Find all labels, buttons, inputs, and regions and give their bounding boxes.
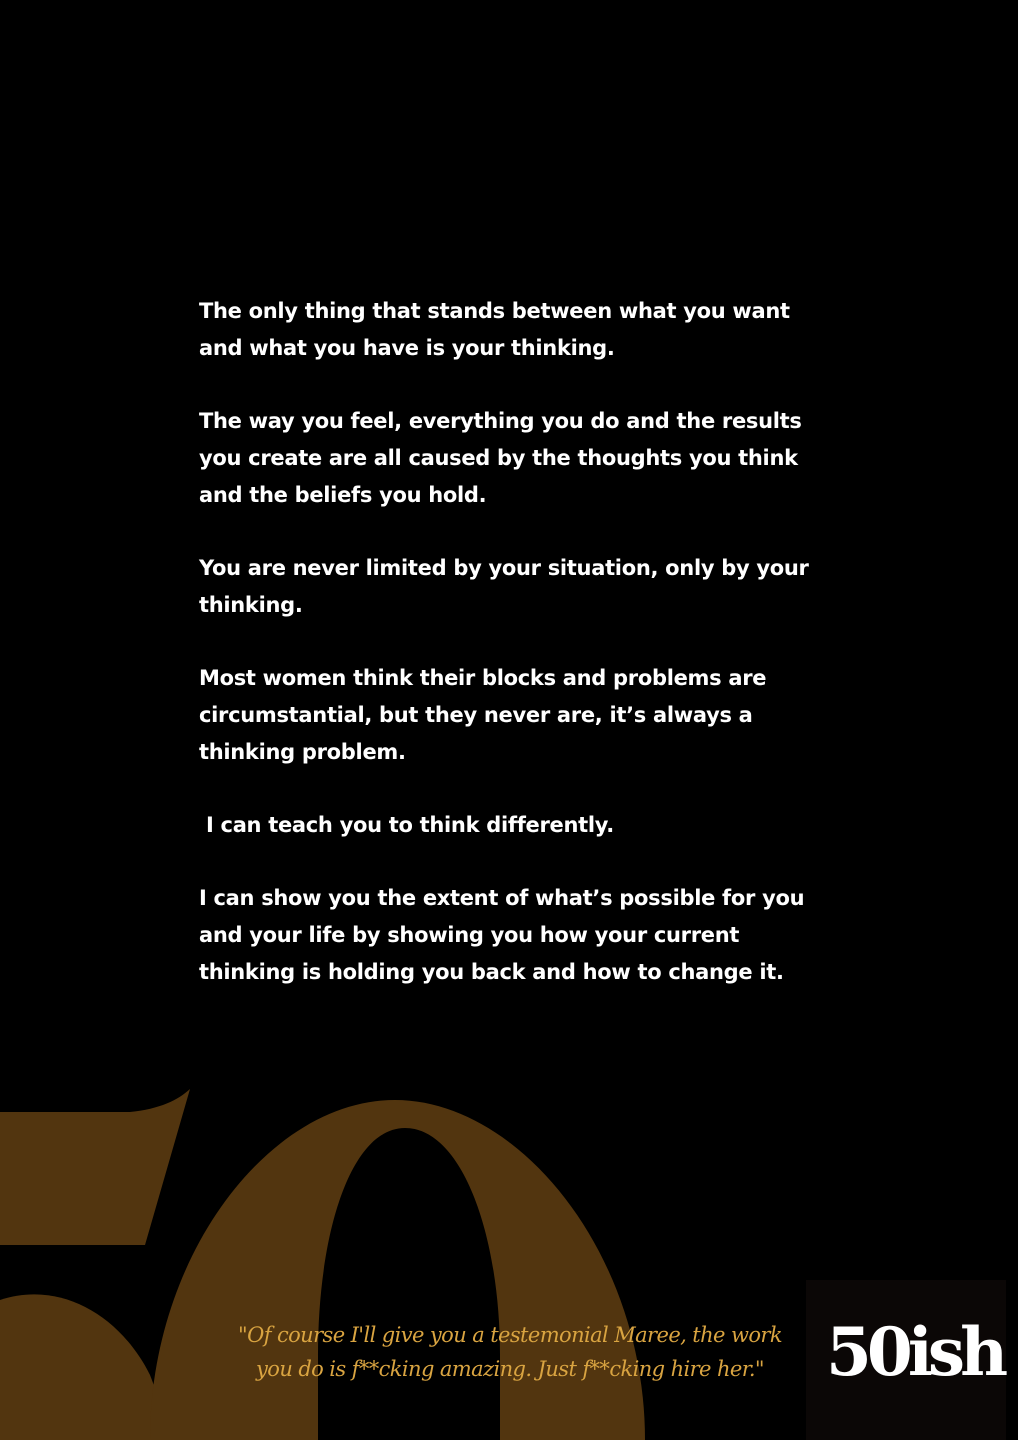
paragraph-6: I can show you the extent of what’s possible for you and your life by showing you how your current thinking is holding you back and how to change it. (199, 886, 812, 984)
quote-line-1: "Of course I'll give you a testemonial Maree, the work (238, 1323, 782, 1347)
paragraph-4: Most women think their blocks and problems are circumstantial, but they never are, it’s always a thinking problem. (199, 666, 774, 764)
logo: 50ish (826, 1313, 1004, 1391)
paragraph-3: You are never limited by your situation, only by your thinking. (199, 556, 816, 617)
decorative-fifty-graphic (0, 1085, 700, 1440)
logo-box (806, 1280, 1006, 1440)
quote-line-2: you do is f**cking amazing. Just f**cking hire her." (256, 1357, 764, 1381)
paragraph-5: I can teach you to think differently. (199, 813, 614, 837)
fifty-five-top (0, 1089, 190, 1245)
testimonial-quote (225, 1318, 795, 1386)
fifty-zero (150, 1100, 645, 1440)
fifty-five-bowl (0, 1294, 165, 1440)
body-text (199, 293, 829, 1027)
paragraph-1: The only thing that stands between what you want and what you have is your thinking. (199, 299, 797, 360)
paragraph-2: The way you feel, everything you do and the results you create are all caused by the thoughts you think and the beliefs you hold. (199, 409, 809, 507)
